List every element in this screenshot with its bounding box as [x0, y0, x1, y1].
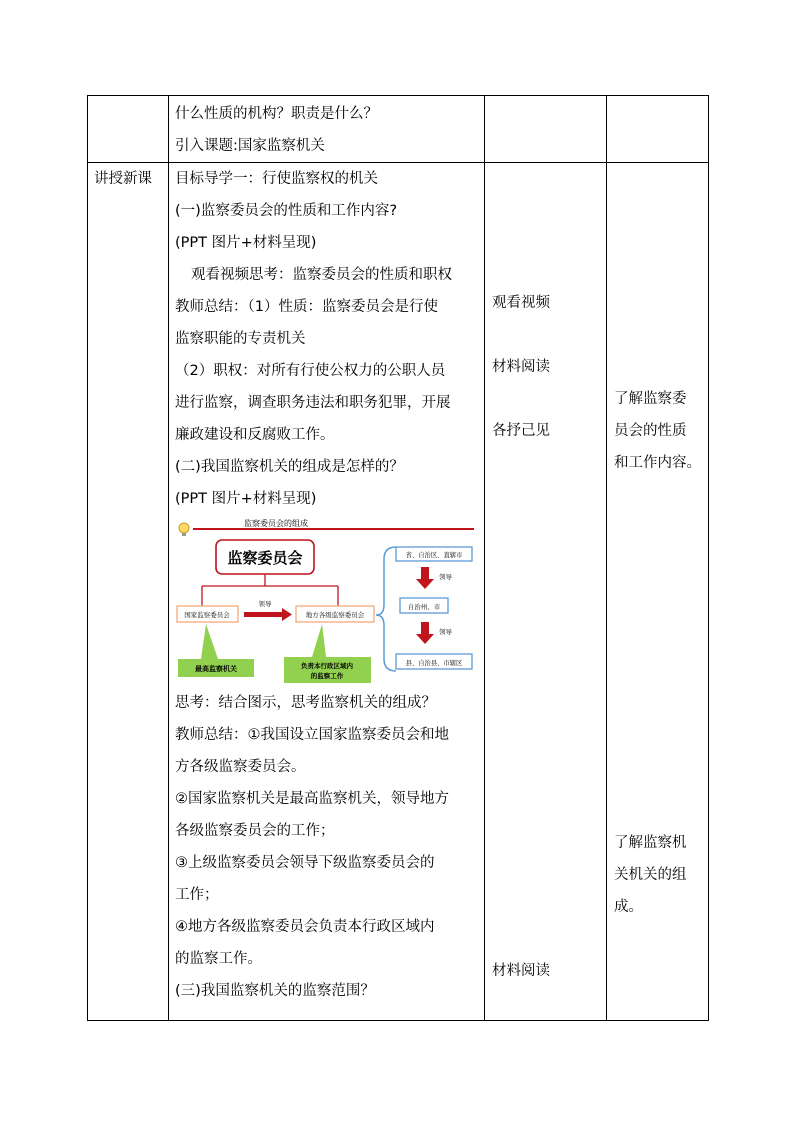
- stage-label: 讲授新课: [94, 171, 152, 187]
- text-line: 的监察工作。: [175, 951, 262, 967]
- student-activity: 材料阅读: [492, 963, 550, 979]
- level-brace: [376, 547, 396, 671]
- down-arrow-1-shaft: [421, 567, 429, 579]
- table-row: [88, 163, 709, 1021]
- national-label: 国家监察委员会: [184, 611, 230, 619]
- intent-line: 关机关的组: [614, 867, 687, 883]
- text-line: 目标导学一：行使监察权的机关: [175, 171, 378, 187]
- local-callout-label-1: 负责本行政区域内: [301, 662, 353, 670]
- text-line: 什么性质的机构？职责是什么？: [175, 106, 378, 122]
- design-intent-cell: [607, 163, 709, 1021]
- text-line: 廉政建设和反腐败工作。: [175, 427, 335, 443]
- local-label: 地方各级监察委员会: [305, 611, 365, 619]
- down-arrow-2-shaft: [421, 622, 429, 634]
- lead-label: 领导: [258, 600, 272, 608]
- local-callout-label-2: 的监察工作: [310, 672, 344, 680]
- text-line: (三)我国监察机关的监察范围？: [175, 983, 375, 999]
- supervision-structure-diagram: [176, 519, 476, 685]
- content-cell: [169, 163, 485, 1021]
- text-line: (PPT 图片+材料呈现): [175, 235, 317, 251]
- text-line: 工作；: [175, 887, 219, 903]
- text-line: (一)监察委员会的性质和工作内容?: [175, 203, 398, 219]
- student-activity-cell: [485, 163, 607, 1021]
- text-line: ③上级监察委员会领导下级监察委员会的: [175, 855, 435, 871]
- intent-cell-empty: [607, 96, 709, 163]
- intent-line: 了解监察机: [614, 835, 687, 851]
- text-line: 各级监察委员会的工作；: [175, 823, 335, 839]
- lead-arrow-shaft: [244, 612, 282, 617]
- lead-arrow-head: [282, 608, 292, 621]
- level3-label: 县、自治县、市辖区: [405, 660, 463, 667]
- main-label: 监察委员会: [227, 549, 303, 567]
- intent-line: 员会的性质: [614, 423, 687, 439]
- down-arrow-2-head: [416, 634, 434, 644]
- text-line: 思考：结合图示，思考监察机关的组成？: [175, 695, 436, 711]
- level1-label: 省、自治区、直辖市: [405, 552, 463, 559]
- text-line: 引入课题:国家监察机关: [175, 138, 325, 154]
- text-line: 教师总结：①我国设立国家监察委员会和地: [175, 727, 449, 743]
- text-line: ④地方各级监察委员会负责本行政区域内: [175, 919, 435, 935]
- student-cell-empty: [485, 96, 607, 163]
- student-activity: 观看视频: [492, 295, 550, 311]
- level2-label: 自治州、市: [407, 603, 441, 611]
- down-arrow-1-head: [416, 579, 434, 589]
- table-row: [88, 96, 709, 163]
- diagram-title: 监察委员会的组成: [244, 519, 308, 528]
- text-line: （2）职权：对所有行使公权力的公职人员: [175, 363, 446, 379]
- text-line: 方各级监察委员会。: [175, 759, 306, 775]
- lightbulb-icon: [179, 523, 189, 536]
- text-line: (PPT 图片+材料呈现): [175, 491, 317, 507]
- intent-line: 和工作内容。: [614, 455, 701, 471]
- text-line: 教师总结：（1）性质：监察委员会是行使: [175, 299, 438, 315]
- lead-label-2: 领导: [439, 628, 452, 636]
- lesson-plan-table: [87, 95, 709, 1021]
- intent-line: 成。: [614, 899, 643, 915]
- text-line: 监察职能的专责机关: [175, 331, 306, 347]
- national-callout-label: 最高监察机关: [195, 665, 237, 673]
- text-line: 进行监察，调查职务违法和职务犯罪，开展: [175, 395, 451, 411]
- text-line: ②国家监察机关是最高监察机关，领导地方: [175, 791, 449, 807]
- diagram-svg: [176, 519, 476, 685]
- text-line: (二)我国监察机关的组成是怎样的？: [175, 459, 404, 475]
- student-activity: 各抒己见: [492, 423, 550, 439]
- stage-cell-empty: [88, 96, 169, 163]
- lead-label-1: 领导: [439, 573, 452, 581]
- text-line: 观看视频思考：监察委员会的性质和职权: [191, 267, 452, 283]
- student-activity: 材料阅读: [492, 359, 550, 375]
- stage-cell: [88, 163, 169, 1021]
- intent-line: 了解监察委: [614, 391, 687, 407]
- content-cell: [169, 96, 485, 163]
